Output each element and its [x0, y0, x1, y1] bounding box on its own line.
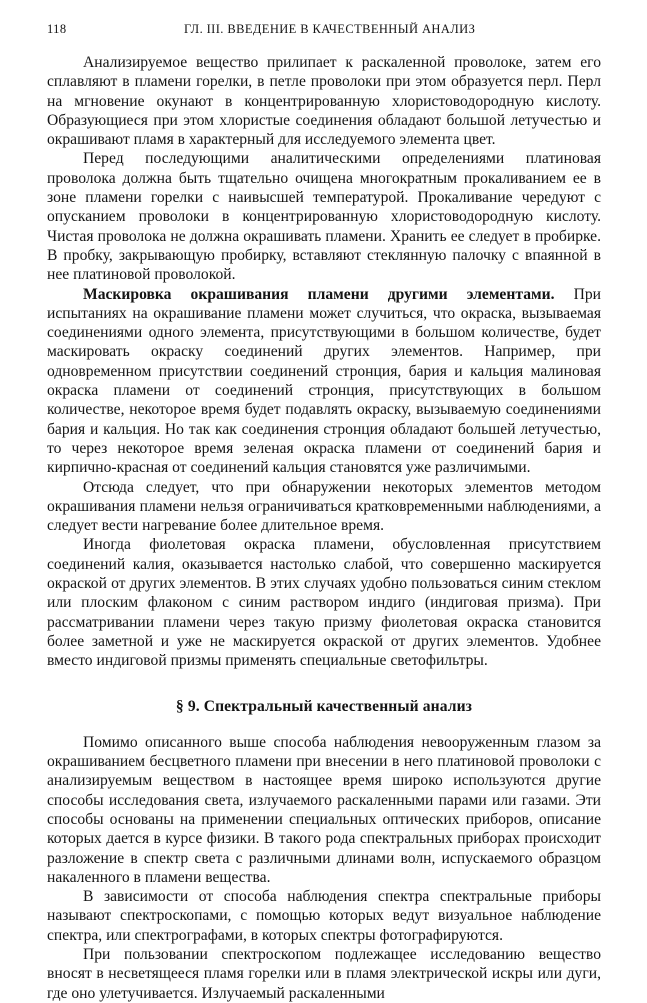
paragraph-masking: [47, 285, 601, 478]
masking-run-in-title: Маскировка окрашивания пламени другими элементами.: [83, 285, 555, 303]
paragraph-wire-cleaning: Перед последующими аналитическими определениями платиновая проволока должна быть тщательно очищена многократным прокаливанием ее в зоне пламени горелки с наивысшей температурой. Прокаливание чередуют с опусканием проволоки в концентрированную хлористоводородную кислоту. Чистая проволока не должна окрашивать пламени. Хранить ее следует в пробирке. В пробку, закрывающую пробирку, вставляют стеклянную палочку с впаянной в нее платиновой проволокой.: [47, 150, 601, 284]
paragraph-indigo-prism: Иногда фиолетовая окраска пламени, обусловленная присутствием соединений калия, оказывается настолько слабой, что совершенно маскируется окраской от других элементов. В этих случаях удобно пользоваться синим стеклом или плоским флаконом с синим раствором индиго (индиговая призма). При рассматривании пламени через такую призму фиолетовая окраска становится более заметной и уже не маскируется окраской от других элементов. Удобнее вместо индиговой призмы применять специальные светофильтры.: [47, 536, 601, 670]
paragraph-spectroscopes: В зависимости от способа наблюдения спектра спектральные приборы называют спектроскопами, с помощью которых ведут визуальное наблюдение спектра, или спектрографами, в которых спектры фотографируются.: [47, 888, 601, 944]
book-page: [47, 14, 601, 1003]
paragraph-spectral-intro: Помимо описанного выше способа наблюдения невооруженным глазом за окрашиванием бесцветного пламени при внесении в него платиновой проволоки с анализируемым веществом в настоящее время широко используются другие способы исследования света, излучаемого раскаленными парами или газами. Эти способы основаны на применении специальных оптических приборов, описание которых дается в курсе физики. В такого рода спектральных приборах происходит разложение в спектр света с различными длинами волн, испускаемого образцом накаленного в пламени вещества.: [47, 733, 601, 886]
paragraph-observation-time: Отсюда следует, что при обнаружении некоторых элементов методом окрашивания пламени нельзя ограничиваться кратковременными наблюдениями, а следует вести нагревание более длительное время.: [47, 478, 601, 535]
body-text: [47, 53, 601, 1003]
section-heading: § 9. Спектральный качественный анализ: [175, 697, 473, 715]
paragraph-spectroscope-use: При пользовании спектроскопом подлежащее исследованию вещество вносят в несветящееся пламя горелки или в пламя электрической искры или дуги, где оно улетучивается. Излучаемый раскаленными: [47, 946, 601, 1002]
running-head: [47, 14, 601, 36]
chapter-title: ГЛ. III. ВВЕДЕНИЕ В КАЧЕСТВЕННЫЙ АНАЛИЗ: [184, 22, 476, 36]
paragraph-perl: Анализируемое вещество прилипает к раскаленной проволоке, затем его сплавляют в пламени горелки, в петле проволоки при этом образуется перл. Перл на мгновение окунают в концентрированную хлористоводородную кислоту. Образующиеся при этом хлористые соединения обладают большой летучестью и окрашивают пламя в характерный для исследуемого элемента цвет.: [47, 54, 601, 149]
masking-text: При испытаниях на окрашивание пламени может случиться, что окраска, вызываемая соединениями одного элемента, присутствующими в большом количестве, будет маскировать окраску соединений других элементов. Например, при одновременном присутствии соединений стронция, бария и кальция малиновая окраска пламени от соединений стронция, присутствующих в большом количестве, некоторое время будет подавлять окраску, вызываемую соединениями бария и кальция. Но так как соединения стронция обладают большей летучестью, то через некоторое время зеленая окраска пламени от соединений бария и кирпично-красная от соединений кальция становятся уже различимыми.: [47, 285, 601, 477]
page-number: 118: [47, 22, 67, 36]
